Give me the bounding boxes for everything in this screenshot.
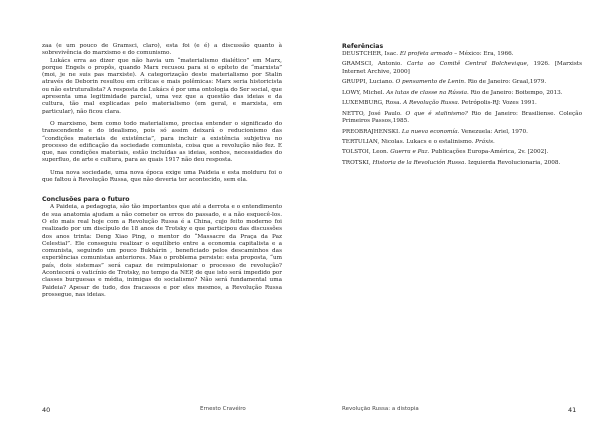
reference-title: Guerra e Paz. [390,149,430,156]
reference-entry [342,90,582,97]
reference-publication: Petrópolis-RJ: Vozes 1991. [459,100,537,107]
reference-publication: Venezuela: Ariel, 1970. [459,128,528,135]
reference-publication: Rio de Janeiro: Brasiliense. Coleção Primeiros Passos,1985. [342,110,582,125]
reference-title: O pensamento de Lenin. [395,79,466,86]
reference-author: NETTO, José Paulo. [342,110,406,117]
reference-entry [342,111,582,126]
reference-entry [342,61,582,76]
reference-publication: Rio de Janeiro: Graal,1979. [465,79,547,86]
references-list [342,51,582,167]
reference-title: As lutas de classe na Rússia. [386,89,469,96]
references-heading: Referências [342,43,384,50]
reference-author: GRAMSCI, Antonio. [342,61,407,68]
reference-author: LOWY, Michel. [342,89,387,96]
paragraph: A Paideia, a pedagogia, são tão importantes que até a derrota e o entendimento de sua anatomia ajudam a não cometer os erros do passado, e a não esquecê-los. O elo mais real hoje com a Revolução Russa é a China, cujo feito moderno foi realizado por um discípulo de 18 anos de Trotsky e que participou das discussões dos anos trinta: Deng Xiao Ping, o mentor do “Massacre da Praça da Paz Celestial”. Ele conseguiu realizar o equilíbrio entre a economia capitalista e a comunista, seguindo um pouco Bukhárin , beneficiado pelos descaminhos das experiências comunistas anteriores. Mas o problema persiste: esta proposta, “um país, dois sistemas” será capaz de reimpulsionar o processo de revolução? Acontecerá o vaticínio de Trotsky, no tempo da NEP, de que isto será impedido por classes burguesas e média, inimigas do socialismo? Não será fundamental uma Paideia? Apesar de tudo, dos fracassos e por eles mesmos, a Revolução Russa prossegue, nas ideias. [42,204,282,298]
reference-title: La nueva economía. [401,128,460,135]
reference-author: PREOBRAJHENSKI. [342,128,402,135]
reference-author: TROTSKI, [342,159,373,166]
section-heading: Conclusões para o futuro [42,196,130,204]
reference-title: Historia de la Revolución Russa. [372,159,467,166]
reference-entry [342,129,582,136]
reference-entry [342,51,582,58]
reference-entry [342,160,582,167]
page-number-left: 40 [42,406,51,414]
references-column [342,43,582,170]
paragraph: zaa (e um pouco de Gramsci, claro), esta foi (e é) a discussão quanto à sobrevivência do marxismo e do comunismo. [42,43,282,57]
paragraph: Lukács erra ao dizer que não havia um “materialismo dialético” em Marx, porque Engels o propôs, quando Marx recusou para si o epíteto de “marxista” (moi, je ne suis pas marxiste). A categorização deste materialismo por Stalin através de Deborin resultou em críticas e mais polêmicas: Marx seria historicista ou não estruturalista? A resposta de Lukács é por uma ontologia do Ser social, que apresenta uma legitimidade parcial, uma vez que a questão das ideias e da cultura, tão mal explicadas pelo materialismo (em geral, e marxista, em particular), não ficou clara. [42,57,282,115]
reference-title: A Revolução Russa. [403,100,460,107]
reference-publication: Rio de Janeiro: Boitempo, 2013. [468,89,563,96]
reference-publication: Izquierda Revolucionaria, 2008. [466,159,561,166]
page-number-right: 41 [568,406,577,414]
reference-title: O que é stalinismo? [405,110,468,117]
reference-title: Carta ao Comitê Central Bolchevique [406,61,527,68]
reference-author: LUXEMBURG, Rosa. [342,100,404,107]
paragraph: O marxismo, bem como todo materialismo, precisa entender o significado do transcendente e do idealismo, pois só assim deixará o reducionismo das “condições materiais de existência”, para incluir a existência subjetiva no processo de edificação da sociedade comunista, coisa que a revolução não fez. E que, nas condições materiais, estão incluídas as ideias, sonhos, necessidades do superfluo, de arte e cultura, para as quais 1917 não deu resposta. [42,120,282,164]
reference-entry [342,139,582,146]
running-footer-title: Revolução Russa: a distopia [342,406,419,412]
reference-entry [342,149,582,156]
reference-publication: – México: Era, 1966. [452,51,514,57]
reference-author: GRUPPI, Luciano. [342,79,396,86]
reference-publication: , 1926. [Marxists Internet Archive, 2000] [342,61,582,75]
reference-title: Práxis. [475,138,495,145]
running-footer-author: Ernesto Cravéiro [200,406,246,412]
right-page [300,0,600,439]
reference-publication: Publicações Europa-América, 2v. [2002]. [429,149,549,156]
reference-author: TOLSTOI, Leon. [342,149,391,156]
reference-author: TERTULIAN, Nicolas. Lukacs e o estalinismo. [342,138,476,145]
reference-title: El profeta armado [399,51,453,57]
reference-entry [342,100,582,107]
paragraph: Uma nova sociedade, uma nova época exige uma Paideia e esta molduru foi o que faltou à Revolução Russa, que não deveria ter acontecido, sem ela. [42,169,282,184]
reference-author: DEUSTCHER, Isac. [342,51,400,57]
left-text-column [42,43,282,299]
reference-entry [342,79,582,86]
